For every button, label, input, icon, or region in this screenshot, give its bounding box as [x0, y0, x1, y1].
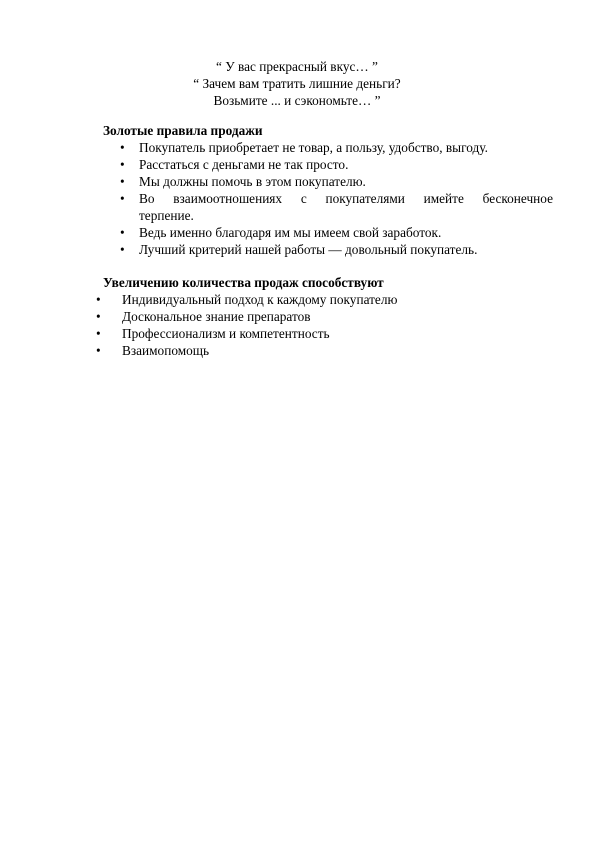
bullet-icon: •: [96, 326, 101, 341]
bullet-icon: •: [96, 309, 101, 324]
list-item-text: Во взаимоотношениях с покупателями имейте бесконечное: [139, 191, 553, 206]
list-item: [103, 156, 553, 173]
quote-line: “ У вас прекрасный вкус… ”: [216, 59, 378, 74]
bullet-icon: •: [120, 191, 125, 206]
sales-factors-list: [96, 291, 553, 359]
list-item: [103, 190, 553, 224]
quote-block: [0, 58, 594, 109]
list-item-text-continuation: терпение.: [139, 208, 194, 223]
list-item: [103, 139, 553, 156]
list-item-text: Лучший критерий нашей работы — довольный покупатель.: [139, 242, 478, 257]
list-item: [96, 325, 553, 342]
list-item-text: Ведь именно благодаря им мы имеем свой заработок.: [139, 225, 442, 240]
bullet-icon: •: [120, 174, 125, 189]
bullet-icon: •: [96, 343, 101, 358]
list-item: [96, 308, 553, 325]
list-item: [103, 241, 553, 258]
bullet-icon: •: [120, 225, 125, 240]
list-item-text: Доскональное знание препаратов: [122, 309, 311, 324]
bullet-icon: •: [120, 242, 125, 257]
list-item: [103, 224, 553, 241]
section-heading: Увеличению количества продаж способствуют: [103, 275, 384, 290]
list-item-text: Покупатель приобретает не товар, а пользу, удобство, выгоду.: [139, 140, 488, 155]
golden-rules-list: [103, 139, 553, 258]
bullet-icon: •: [96, 292, 101, 307]
bullet-icon: •: [120, 157, 125, 172]
list-item: [103, 173, 553, 190]
section-heading: Золотые правила продажи: [103, 123, 263, 138]
list-item-text: Расстаться с деньгами не так просто.: [139, 157, 349, 172]
quote-line: “ Зачем вам тратить лишние деньги?: [193, 76, 401, 91]
sales-factors-section: [96, 274, 553, 359]
list-item-text: Индивидуальный подход к каждому покупателю: [122, 292, 398, 307]
quote-line: Возьмите ... и сэкономьте… ”: [213, 93, 381, 108]
list-item-text: Взаимопомощь: [122, 343, 210, 358]
list-item-text: Мы должны помочь в этом покупателю.: [139, 174, 366, 189]
list-item: [96, 291, 553, 308]
golden-rules-section: [103, 122, 553, 258]
list-item: [96, 342, 553, 359]
bullet-icon: •: [120, 140, 125, 155]
list-item-text: Профессионализм и компетентность: [122, 326, 330, 341]
